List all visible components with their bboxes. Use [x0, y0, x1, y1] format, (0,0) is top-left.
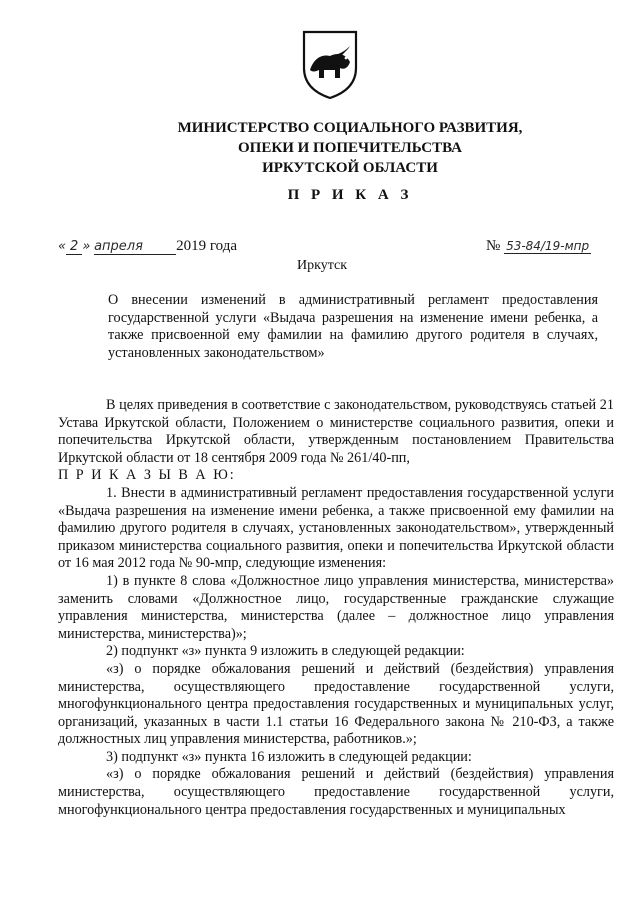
- document-city: Иркутск: [296, 258, 348, 273]
- date-close-quote: »: [82, 239, 91, 254]
- date-day: 2: [66, 239, 82, 255]
- ministry-line-3: ИРКУТСКОЙ ОБЛАСТИ: [262, 160, 438, 176]
- item-1-paragraph: 1. Внести в административный регламент предоставления государственной услуги «Выдача разрешения на изменение имени ребенка, а также присвоенной ему фамилии на фамилию другого родителя в случаях, установленных законодательством», утвержденный приказом министерства социального развития, опеки и попечительства Иркутской области от 16 мая 2012 года № 90-мпр, следующие изменения:: [58, 484, 614, 572]
- subitem-3-text: «з) о порядке обжалования решений и действий (бездействия) управления министерства, осуществляющего предоставление государственной услуги, многофункционального центра предоставления государственных и муниципальных: [58, 766, 614, 818]
- date-month: апреля: [94, 239, 176, 255]
- date-year: 2019 года: [176, 238, 237, 254]
- document-type-title: П Р И К А З: [287, 187, 413, 203]
- document-subject: О внесении изменений в административный регламент предоставления государственной услуги «Выдача разрешения на изменение имени ребенка, а также присвоенной ему фамилии на фамилию другого родителя в случаях, установленных законодательством»: [108, 292, 598, 361]
- document-body: [58, 397, 614, 819]
- document-number: [486, 238, 591, 255]
- date-open-quote: «: [58, 239, 67, 254]
- subitem-1-paragraph: 1) в пункте 8 слова «Должностное лицо управления министерства, министерства» заменить словами «Должностное лицо, государственные гражданские служащие управления министерства, министерства (далее – должностное лицо управления министерства, министерства)»;: [58, 572, 614, 642]
- subitem-2-text: «з) о порядке обжалования решений и действий (бездействия) управления министерства, осуществляющего предоставление государственной услуги, многофункционального центра предоставления государственных и муниципальных услуг, организаций, указанных в части 1.1 статьи 16 Федерального закона № 210-ФЗ, а также должностных лиц управления министерства, работников.»;: [58, 660, 614, 748]
- subitem-2-paragraph: 2) подпункт «з» пункта 9 изложить в следующей редакции:: [106, 643, 465, 660]
- ministry-line-2: ОПЕКИ И ПОПЕЧИТЕЛЬСТВА: [238, 140, 462, 156]
- document-date: [58, 238, 237, 255]
- number-prefix: №: [486, 238, 501, 254]
- ministry-name: [150, 118, 550, 178]
- prikazyvayu-heading: П Р И К А З Ы В А Ю:: [58, 467, 236, 484]
- preamble-paragraph: В целях приведения в соответствие с законодательством, руководствуясь статьей 21 Устава Иркутской области, Положением о министерстве социального развития, опеки и попечительства Иркутской области, утвержденным постановлением Правительства Иркутской области от 18 сентября 2009 года № 261/40-пп,: [58, 397, 614, 466]
- subitem-3-paragraph: 3) подпункт «з» пункта 16 изложить в следующей редакции:: [106, 748, 472, 765]
- number-value: 53-84/19-мпр: [506, 239, 590, 253]
- ministry-line-1: МИНИСТЕРСТВО СОЦИАЛЬНОГО РАЗВИТИЯ,: [177, 120, 523, 136]
- coat-of-arms-icon: [300, 28, 360, 100]
